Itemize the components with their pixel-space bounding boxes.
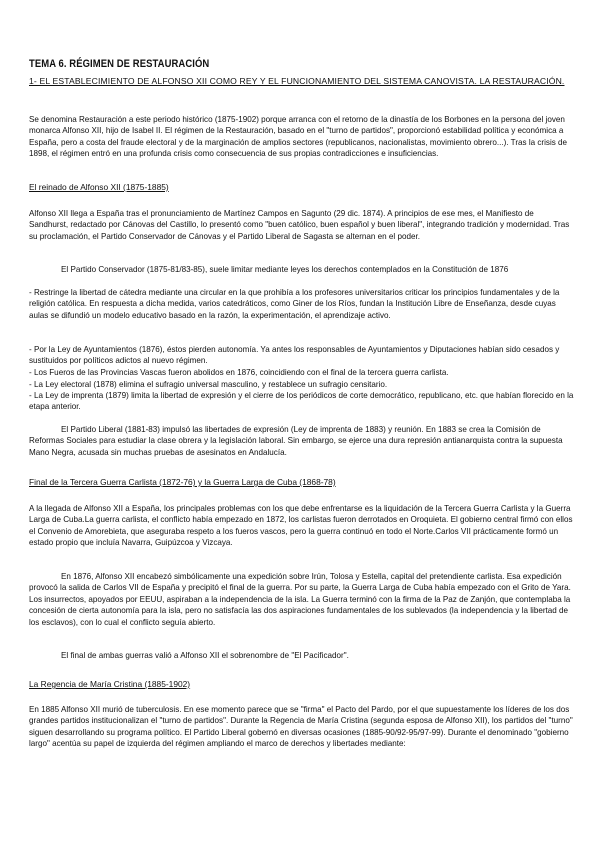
page-title: TEMA 6. RÉGIMEN DE RESTAURACIÓN	[29, 58, 210, 70]
guerras-paragraph-3: El final de ambas guerras valió a Alfonso XII el sobrenombre de "El Pacificador".	[61, 651, 349, 660]
subheading-guerras: Final de la Tercera Guerra Carlista (1872-76) y la Guerra Larga de Cuba (1868-78)	[29, 477, 336, 487]
reinado-paragraph-5: - Los Fueros de las Provincias Vascas fueron abolidos en 1876, coincidiendo con el final de la tercera guerra carlista.	[29, 368, 449, 377]
reinado-paragraph-7: - La Ley de imprenta (1879) limita la libertad de expresión y el cierre de los periódicos de corte democrático, republicano, etc. que habían florecido en la etapa anterior.	[29, 391, 574, 412]
section-heading: 1- EL ESTABLECIMIENTO DE ALFONSO XII COMO REY Y EL FUNCIONAMIENTO DEL SISTEMA CANOVISTA. LA RESTAURACIÓN.	[29, 76, 565, 86]
intro-paragraph: Se denomina Restauración a este periodo histórico (1875-1902) porque arranca con el retorno de la dinastía de los Borbones en la persona del joven monarca Alfonso XII, hijo de Isabel II. El régimen de la Restauración, basado en el "turno de partidos", proporcionó estabilidad política y económica a España, pero a costa del fraude electoral y de la marginación de amplios sectores (republicanos, nacionalistas, movimiento obrero...). Tras la crisis de 1898, el régimen entró en una profunda crisis como consecuencia de sus propias contradicciones e insuficiencias.	[29, 115, 568, 159]
reinado-paragraph-4: - Por la Ley de Ayuntamientos (1876), éstos pierden autonomía. Ya antes los responsables de Ayuntamientos y Diputaciones habían sido cesados y sustituidos por políticos adictos al nuevo régimen.	[29, 345, 560, 366]
guerras-paragraph-2: En 1876, Alfonso XII encabezó simbólicamente una expedición sobre Irún, Tolosa y Estella, capital del pretendiente carlista. Esa expedición provocó la salida de Carlos VII de España y precipitó el final de la guerra. Por su parte, la Guerra Larga de Cuba había empezado con el Grito de Yara. Los insurrectos, apoyados por EEUU, aspiraban a la independencia de la isla. La Guerra terminó con la firma de la Paz de Zanjón, que contemplaba la concesión de cierta autonomía para la isla, pero no satisfacía las dos aspiraciones fundamentales de los sublevados (la independencia y la libertad de los esclavos), con lo cual el conflicto seguía abierto.	[29, 572, 571, 627]
reinado-paragraph-8: El Partido Liberal (1881-83) impulsó las libertades de expresión (Ley de imprenta de 1883) y reunión. En 1883 se crea la Comisión de Reformas Sociales para estudiar la clase obrera y la legislación laboral. Sin embargo, se ejerce una dura represión antianarquista contra la supuesta Mano Negra, acusada sin muchas pruebas de asesinatos en Andalucía.	[29, 425, 563, 457]
regencia-paragraph: En 1885 Alfonso XII murió de tuberculosis. En ese momento parece que se "firma" el Pacto del Pardo, por el que supuestamente los líderes de los dos grandes partidos institucionalizan el "turno de partidos". Durante la Regencia de María Cristina (segunda esposa de Alfonso XII), los partidos del "turno" siguen desarrollando su programa político. El Partido Liberal gobernó en diversas ocasiones (1885-90/92-95/97-99). Durante el denominado "gobierno largo" acentúa su papel de izquierda del régimen ampliando el marco de derechos y libertades mediante:	[29, 705, 573, 749]
guerras-paragraph-1: A la llegada de Alfonso XII a España, los principales problemas con los que debe enfrentarse es la liquidación de la Tercera Guerra Carlista y la Guerra Larga de Cuba.La guerra carlista, el conflicto había empezado en 1872, los carlistas fueron derrotados en Oroquieta. El gobierno central firmó con ellos el Convenio de Amorebieta, que aseguraba respeto a los fueros vascos, pero la guerra continuó en todo el Norte.Carlos VII prácticamente formó un estado propio que incluía Navarra, Guipúzcoa y Vizcaya.	[29, 504, 573, 548]
reinado-paragraph-2: El Partido Conservador (1875-81/83-85), suele limitar mediante leyes los derechos contemplados en la Constitución de 1876	[61, 265, 509, 274]
reinado-paragraph-6: - La Ley electoral (1878) elimina el sufragio universal masculino, y restablece un sufragio censitario.	[29, 380, 388, 389]
reinado-paragraph-3: - Restringe la libertad de cátedra mediante una circular en la que prohibía a los profesores universitarios criticar los principios fundamentales y de la religión católica. En respuesta a dicha medida, varios catedráticos, como Giner de los Ríos, fundan la Institución Libre de Enseñanza, desde cuyas aulas se difundió un modelo educativo basado en la razón, la experimentación, el aprendizaje activo.	[29, 288, 560, 320]
subheading-regencia: La Regencia de María Cristina (1885-1902)	[29, 679, 191, 689]
reinado-paragraph-1: Alfonso XII llega a España tras el pronunciamiento de Martínez Campos en Sagunto (29 dic. 1874). A principios de ese mes, el Manifiesto de Sandhurst, redactado por Cánovas del Castillo, lo presentó como "buen católico, buen español y buen liberal", integrando tradición y modernidad. Tras su proclamación, el Partido Conservador de Cánovas y el Partido Liberal de Sagasta se alternan en el poder.	[29, 209, 570, 241]
subheading-reinado: El reinado de Alfonso XII (1875-1885)	[29, 182, 169, 192]
